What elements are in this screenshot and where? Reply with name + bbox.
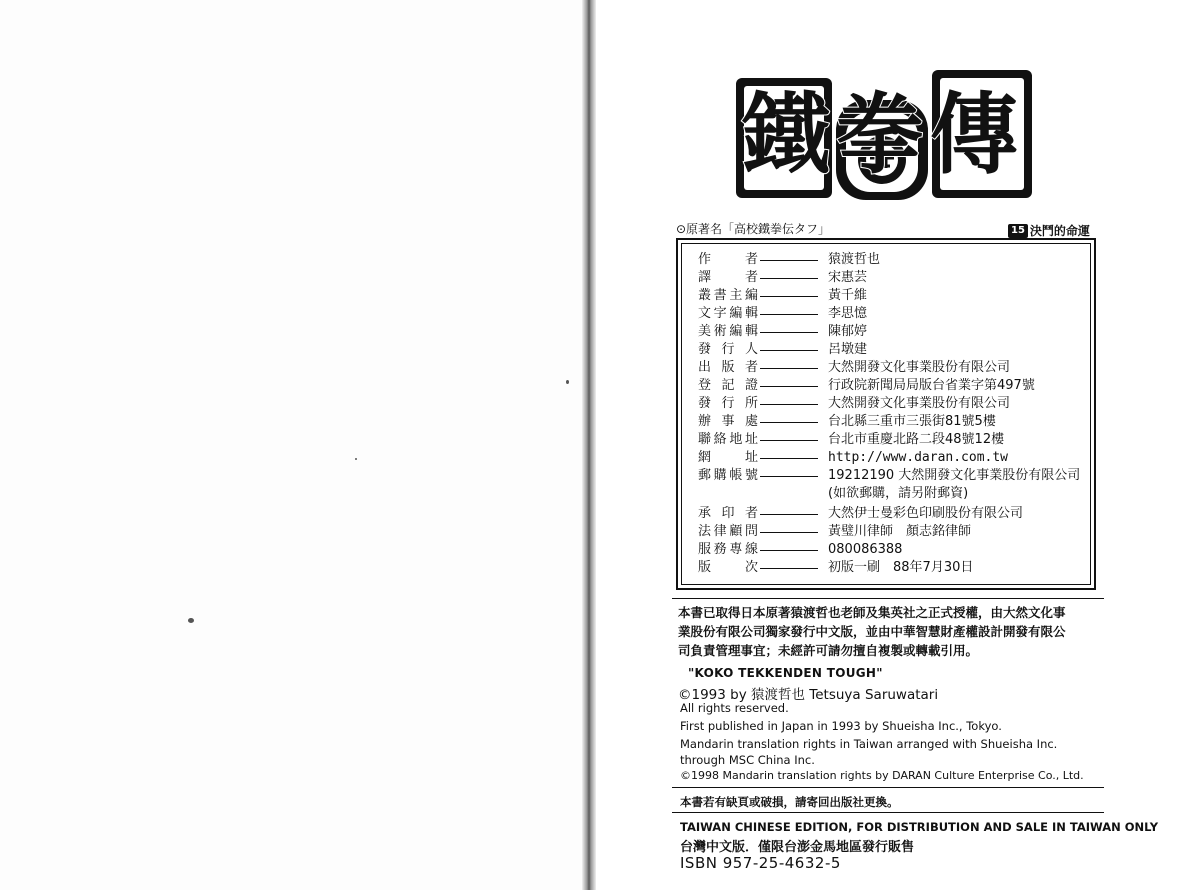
credit-value: 大然開發文化事業股份有限公司: [828, 360, 1011, 375]
rights-line: All rights reserved.: [680, 701, 789, 715]
left-blank-page: [0, 0, 586, 890]
credit-row-publisher: [698, 359, 1098, 377]
leader-line: [760, 386, 818, 387]
credit-label: 版 次: [698, 560, 758, 575]
credit-row-website: [698, 449, 1098, 467]
credit-value: 宋惠芸: [828, 270, 868, 285]
credit-label: 承 印 者: [698, 506, 758, 521]
credit-label: 發 行 所: [698, 396, 758, 411]
leader-line: [760, 422, 818, 423]
credit-label: 網 址: [698, 450, 758, 465]
leader-line: [760, 368, 818, 369]
credit-label: 辦 事 處: [698, 414, 758, 429]
rights-line: Mandarin translation rights in Taiwan arranged with Shueisha Inc.: [680, 737, 1058, 751]
authorization-line: 本書已取得日本原著猿渡哲也老師及集英社之正式授權，由大然文化事: [678, 605, 1066, 620]
leader-line: [760, 532, 818, 533]
credit-value: 李思憶: [828, 306, 868, 321]
series-logo: [728, 60, 1038, 210]
credit-value: 大然開發文化事業股份有限公司: [828, 396, 1011, 411]
paper-speck: [566, 380, 569, 384]
volume-subtitle: 決鬥的命運: [1029, 224, 1090, 238]
volume-number-badge: 15: [1008, 224, 1028, 238]
leader-line: [760, 568, 818, 569]
credit-row-publisher-person: [698, 341, 1098, 359]
logo-title: 鐵拳傳: [741, 83, 1024, 186]
credit-row-text-editor: [698, 305, 1098, 323]
leader-line: [760, 278, 818, 279]
isbn-number: ISBN 957-25-4632-5: [680, 854, 841, 872]
paper-speck: [355, 458, 357, 460]
credit-value: 陳郁婷: [828, 324, 868, 339]
postal-note: (如欲郵購，請另附郵資): [828, 486, 969, 501]
credit-label: 聯絡地址: [698, 432, 758, 447]
credit-row-printer: [698, 505, 1098, 523]
credit-value: 初版一刷 88年7月30日: [828, 560, 974, 575]
leader-line: [760, 550, 818, 551]
leader-line: [760, 350, 818, 351]
credit-label: 郵購帳號: [698, 468, 758, 483]
leader-line: [760, 404, 818, 405]
credit-value: 呂墩建: [828, 342, 868, 357]
credit-label: 登 記 證: [698, 378, 758, 393]
leader-line: [760, 314, 818, 315]
edition-chinese: 台灣中文版．僅限台澎金馬地區發行販售: [680, 840, 915, 855]
rights-line: ©1998 Mandarin translation rights by DARAN Culture Enterprise Co., Ltd.: [680, 769, 1084, 782]
leader-line: [760, 440, 818, 441]
credit-value: 猿渡哲也: [828, 252, 881, 267]
leader-line: [760, 296, 818, 297]
credit-value: 行政院新聞局局版台省業字第497號: [828, 378, 1035, 393]
credit-label: 譯 者: [698, 270, 758, 285]
credit-row-series-editor: [698, 287, 1098, 305]
credit-row-contact-address: [698, 431, 1098, 449]
credit-row-office: [698, 413, 1098, 431]
credits-box: [676, 238, 1096, 590]
credit-label: 服務專線: [698, 542, 758, 557]
credit-row-registration: [698, 377, 1098, 395]
leader-line: [760, 260, 818, 261]
website-link: http://www.daran.com.tw: [828, 450, 1009, 465]
defect-notice: 本書若有缺頁或破損，請寄回出版社更換。: [680, 795, 899, 809]
leader-line: [760, 476, 818, 477]
credit-value: 台北市重慶北路二段48號12樓: [828, 432, 1005, 447]
credit-label: 作 者: [698, 252, 758, 267]
rights-line: First published in Japan in 1993 by Shueisha Inc., Tokyo.: [680, 719, 1002, 733]
divider-rule: [672, 787, 1104, 788]
credit-value: 080086388: [828, 542, 903, 557]
copyright-main: ©1993 by 猿渡哲也 Tetsuya Saruwatari: [678, 687, 939, 703]
credit-row-edition: [698, 559, 1098, 577]
divider-rule: [672, 598, 1104, 599]
edition-english: TAIWAN CHINESE EDITION, FOR DISTRIBUTION AND SALE IN TAIWAN ONLY: [680, 820, 1159, 834]
credit-label: 法律顧問: [698, 524, 758, 539]
credit-label: 美術編輯: [698, 324, 758, 339]
rights-line: through MSC China Inc.: [680, 753, 815, 767]
credit-row-art-editor: [698, 323, 1098, 341]
credit-value: 黃千維: [828, 288, 868, 303]
authorization-line: 業股份有限公司獨家發行中文版，並由中華智慧財產權設計開發有限公: [678, 624, 1066, 639]
credit-row-service-line: [698, 541, 1098, 559]
credit-label: 出 版 者: [698, 360, 758, 375]
leader-line: [760, 458, 818, 459]
book-gutter: [582, 0, 596, 890]
leader-line: [760, 332, 818, 333]
credit-value: 大然伊士曼彩色印刷股份有限公司: [828, 506, 1024, 521]
volume-label: [1008, 222, 1090, 239]
authorization-notice: [678, 603, 1102, 660]
credit-value: 黃璧川律師 顏志銘律師: [828, 524, 972, 539]
credit-value: 19212190 大然開發文化事業股份有限公司: [828, 468, 1081, 483]
english-title: "KOKO TEKKENDEN TOUGH": [688, 666, 883, 680]
original-title: ⊙原著名「高校鐵拳伝タフ」: [676, 222, 831, 236]
credit-row-author: [698, 251, 1098, 269]
credit-row-postal-account: [698, 467, 1098, 485]
credit-label: 叢書主編: [698, 288, 758, 303]
leader-line: [760, 514, 818, 515]
divider-rule: [672, 812, 1104, 813]
credit-row-legal-counsel: [698, 523, 1098, 541]
credit-label: 發 行 人: [698, 342, 758, 357]
authorization-line: 司負責管理事宜；未經許可請勿擅自複製或轉載引用。: [678, 643, 979, 658]
paper-speck: [188, 618, 194, 623]
credit-value: 台北縣三重市三張街81號5樓: [828, 414, 996, 429]
credit-label: 文字編輯: [698, 306, 758, 321]
credit-row-translator: [698, 269, 1098, 287]
credit-row-distributor: [698, 395, 1098, 413]
